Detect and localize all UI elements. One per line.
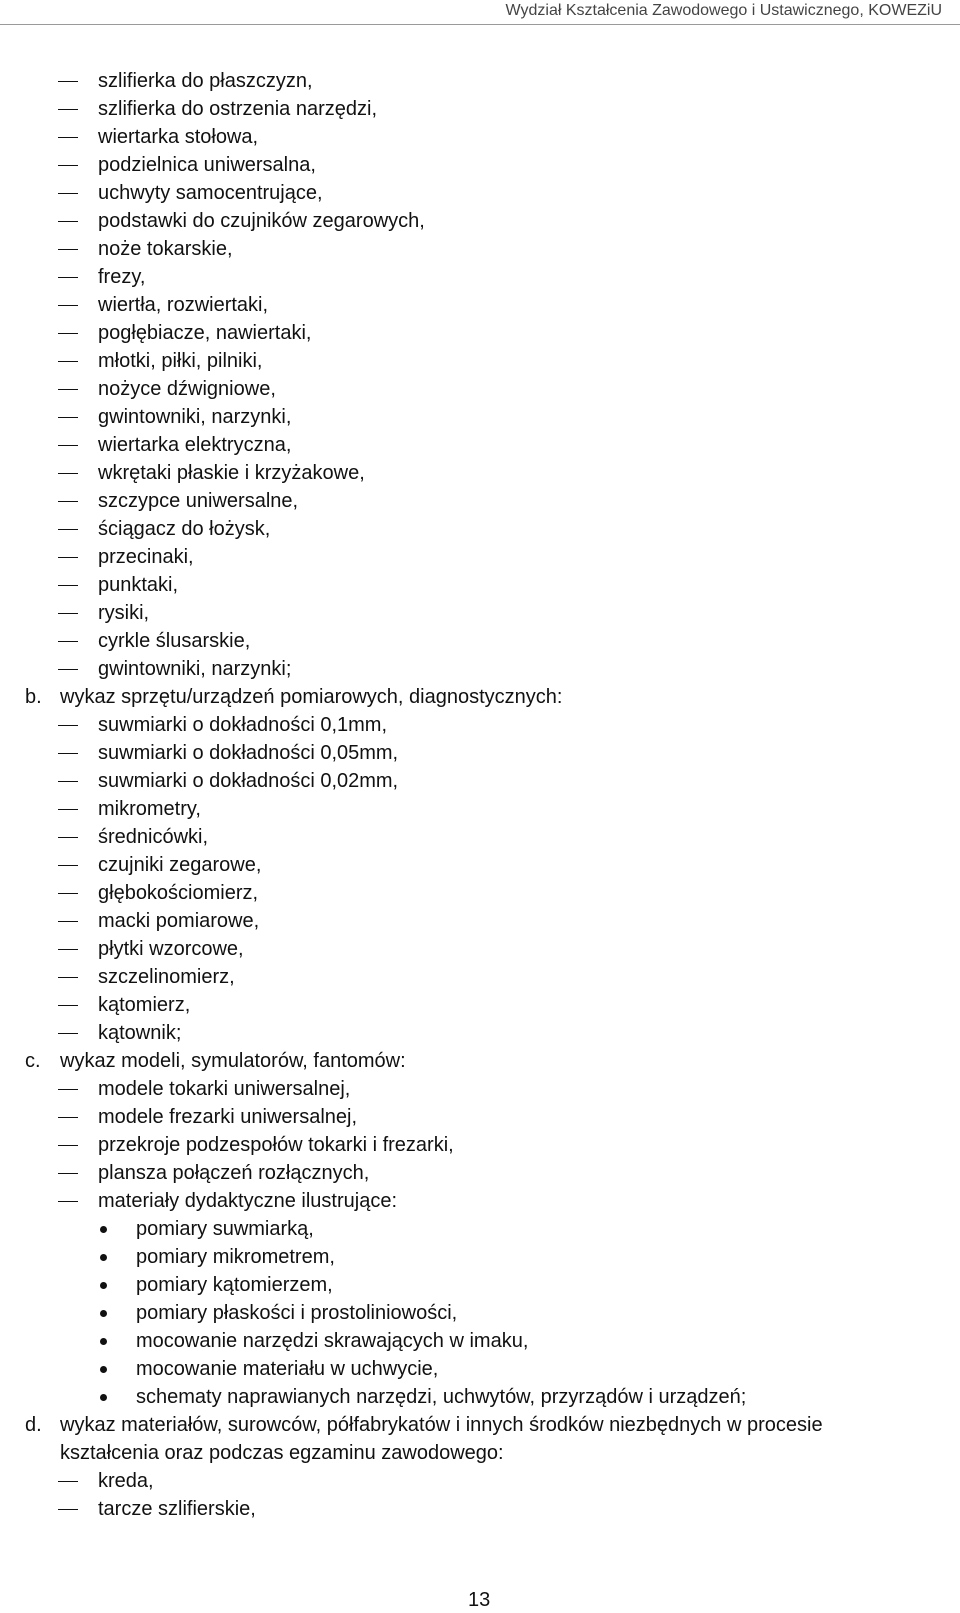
dash-marker xyxy=(58,753,78,754)
list-item: materiały dydaktyczne ilustrujące: xyxy=(0,1187,960,1215)
list-item: modele tokarki uniwersalnej, xyxy=(0,1075,960,1103)
list-item: uchwyty samocentrujące, xyxy=(0,179,960,207)
dash-marker xyxy=(58,1005,78,1006)
list-item: suwmiarki o dokładności 0,1mm, xyxy=(0,711,960,739)
dash-marker xyxy=(58,305,78,306)
dash-marker xyxy=(58,809,78,810)
page-header: Wydział Kształcenia Zawodowego i Ustawicznego, KOWEZiU xyxy=(505,2,942,19)
list-item: wiertarka stołowa, xyxy=(0,123,960,151)
dash-marker xyxy=(58,1145,78,1146)
list-item: szlifierka do płaszczyzn, xyxy=(0,67,960,95)
list-item: punktaki, xyxy=(0,571,960,599)
list-item: suwmiarki o dokładności 0,05mm, xyxy=(0,739,960,767)
dash-marker xyxy=(58,669,78,670)
list-item: cyrkle ślusarskie, xyxy=(0,627,960,655)
list-item: średnicówki, xyxy=(0,823,960,851)
list-item: mikrometry, xyxy=(0,795,960,823)
sub-list-item: mocowanie narzędzi skrawających w imaku, xyxy=(0,1327,960,1355)
sub-list-item: schematy naprawianych narzędzi, uchwytów, przyrządów i urządzeń; xyxy=(0,1383,960,1411)
dash-marker xyxy=(58,417,78,418)
list-item: podstawki do czujników zegarowych, xyxy=(0,207,960,235)
list-item: szczelinomierz, xyxy=(0,963,960,991)
list-item: suwmiarki o dokładności 0,02mm, xyxy=(0,767,960,795)
list-item: wiertarka elektryczna, xyxy=(0,431,960,459)
dash-marker xyxy=(58,249,78,250)
dash-marker xyxy=(58,473,78,474)
dash-marker xyxy=(58,109,78,110)
section-b-heading: b. wykaz sprzętu/urządzeń pomiarowych, diagnostycznych: xyxy=(0,683,960,711)
list-item: plansza połączeń rozłącznych, xyxy=(0,1159,960,1187)
dash-marker xyxy=(58,1201,78,1202)
header-rule xyxy=(0,24,960,25)
dash-marker xyxy=(58,585,78,586)
dash-marker xyxy=(58,81,78,82)
bullet-icon xyxy=(100,1394,107,1401)
list-item: młotki, piłki, pilniki, xyxy=(0,347,960,375)
dash-marker xyxy=(58,529,78,530)
list-item: pogłębiacze, nawiertaki, xyxy=(0,319,960,347)
list-item: nożyce dźwigniowe, xyxy=(0,375,960,403)
bullet-icon xyxy=(100,1254,107,1261)
dash-marker xyxy=(58,949,78,950)
dash-marker xyxy=(58,977,78,978)
sub-list-item: pomiary mikrometrem, xyxy=(0,1243,960,1271)
dash-marker xyxy=(58,389,78,390)
section-d-heading: d. wykaz materiałów, surowców, półfabrykatów i innych środków niezbędnych w procesie xyxy=(0,1411,960,1439)
dash-marker xyxy=(58,725,78,726)
dash-marker xyxy=(58,557,78,558)
list-item: płytki wzorcowe, xyxy=(0,935,960,963)
list-item: wkrętaki płaskie i krzyżakowe, xyxy=(0,459,960,487)
dash-marker xyxy=(58,1089,78,1090)
dash-marker xyxy=(58,1033,78,1034)
sub-list-item: pomiary kątomierzem, xyxy=(0,1271,960,1299)
list-item: czujniki zegarowe, xyxy=(0,851,960,879)
section-d-heading-continued: kształcenia oraz podczas egzaminu zawodowego: xyxy=(60,1442,504,1464)
sub-list-item: pomiary płaskości i prostoliniowości, xyxy=(0,1299,960,1327)
dash-marker xyxy=(58,613,78,614)
bullet-icon xyxy=(100,1338,107,1345)
list-item: tarcze szlifierskie, xyxy=(0,1495,960,1523)
dash-marker xyxy=(58,165,78,166)
dash-marker xyxy=(58,137,78,138)
list-item: gwintowniki, narzynki; xyxy=(0,655,960,683)
list-item: głębokościomierz, xyxy=(0,879,960,907)
list-item: macki pomiarowe, xyxy=(0,907,960,935)
document-body xyxy=(0,67,960,1523)
dash-marker xyxy=(58,221,78,222)
sub-list-item: mocowanie materiału w uchwycie, xyxy=(0,1355,960,1383)
list-item: szlifierka do ostrzenia narzędzi, xyxy=(0,95,960,123)
dash-marker xyxy=(58,277,78,278)
list-item: rysiki, xyxy=(0,599,960,627)
dash-marker xyxy=(58,781,78,782)
dash-marker xyxy=(58,837,78,838)
list-item: modele frezarki uniwersalnej, xyxy=(0,1103,960,1131)
dash-marker xyxy=(58,921,78,922)
list-item: wiertła, rozwiertaki, xyxy=(0,291,960,319)
list-item: przekroje podzespołów tokarki i frezarki, xyxy=(0,1131,960,1159)
section-marker: b. xyxy=(25,686,42,708)
bullet-icon xyxy=(100,1226,107,1233)
list-item: kreda, xyxy=(0,1467,960,1495)
dash-marker xyxy=(58,865,78,866)
list-item: gwintowniki, narzynki, xyxy=(0,403,960,431)
bullet-icon xyxy=(100,1310,107,1317)
bullet-icon xyxy=(100,1282,107,1289)
dash-marker xyxy=(58,361,78,362)
list-item: podzielnica uniwersalna, xyxy=(0,151,960,179)
dash-marker xyxy=(58,193,78,194)
dash-marker xyxy=(58,333,78,334)
list-item: przecinaki, xyxy=(0,543,960,571)
dash-marker xyxy=(58,1173,78,1174)
section-marker: d. xyxy=(25,1414,42,1436)
dash-marker xyxy=(58,445,78,446)
dash-marker xyxy=(58,893,78,894)
section-marker: c. xyxy=(25,1050,41,1072)
list-item: szczypce uniwersalne, xyxy=(0,487,960,515)
bullet-icon xyxy=(100,1366,107,1373)
list-item: ściągacz do łożysk, xyxy=(0,515,960,543)
section-c-heading: c. wykaz modeli, symulatorów, fantomów: xyxy=(0,1047,960,1075)
dash-marker xyxy=(58,1509,78,1510)
dash-marker xyxy=(58,501,78,502)
list-item: kątomierz, xyxy=(0,991,960,1019)
dash-marker xyxy=(58,1117,78,1118)
list-item: noże tokarskie, xyxy=(0,235,960,263)
list-item: kątownik; xyxy=(0,1019,960,1047)
dash-marker xyxy=(58,641,78,642)
sub-list-item: pomiary suwmiarką, xyxy=(0,1215,960,1243)
list-item: frezy, xyxy=(0,263,960,291)
dash-marker xyxy=(58,1481,78,1482)
